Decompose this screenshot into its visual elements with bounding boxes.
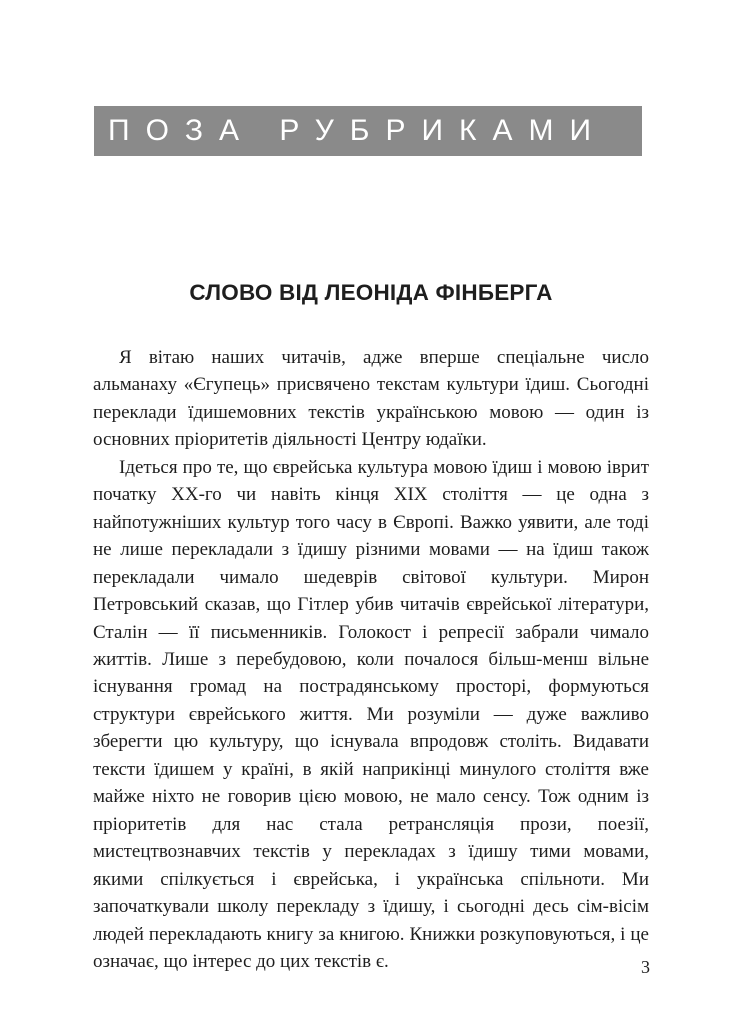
section-banner: ПОЗА РУБРИКАМИ <box>94 106 642 156</box>
page-number: 3 <box>641 957 650 977</box>
paragraph-2: Ідеться про те, що єврейська культура мовою їдиш і мовою іврит початку XX-го чи навіть кінця XIX століття — це одна з найпотужніших культур того часу в Європі. Важко уявити, але тоді не лише перекладали з їдишу різними мовами — на їдиш також перекладали чимало шедеврів світової культури. Мирон Петровський сказав, що Гітлер убив читачів єврейської літератури, Сталін — її письменників. Голокост і репресії забрали чимало життів. Лише з перебудовою, коли почалося більш-менш вільне існування громад на пострадянському просторі, формуються структури єврейського життя. Ми розуміли — дуже важливо зберегти цю культуру, що існувала впродовж століть. Видавати тексти їдишем у країні, в якій наприкінці минулого століття вже майже ніхто не говорив цією мовою, не мало сенсу. Тож одним із пріоритетів для нас стала ретрансляція прози, поезії, мистецтвознавчих текстів у перекладах з їдишу тими мовами, якими спілкується і єврейська, і українська спільноти. Ми започаткували школу перекладу з їдишу, і сьогодні десь сім-вісім людей перекладають книгу за книгою. Книжки розкуповуються, і це означає, що інтерес до цих текстів є. <box>93 456 649 972</box>
article-body <box>93 344 649 975</box>
paragraph-1: Я вітаю наших читачів, адже вперше спеціальне число альманаху «Єгупець» присвячено текстам культури їдиш. Сьогодні переклади їдишемовних текстів українською мовою — один із основних пріоритетів діяльності Центру юдаїки. <box>93 347 649 451</box>
article-title: СЛОВО ВІД ЛЕОНІДА ФІНБЕРГА <box>189 280 553 305</box>
